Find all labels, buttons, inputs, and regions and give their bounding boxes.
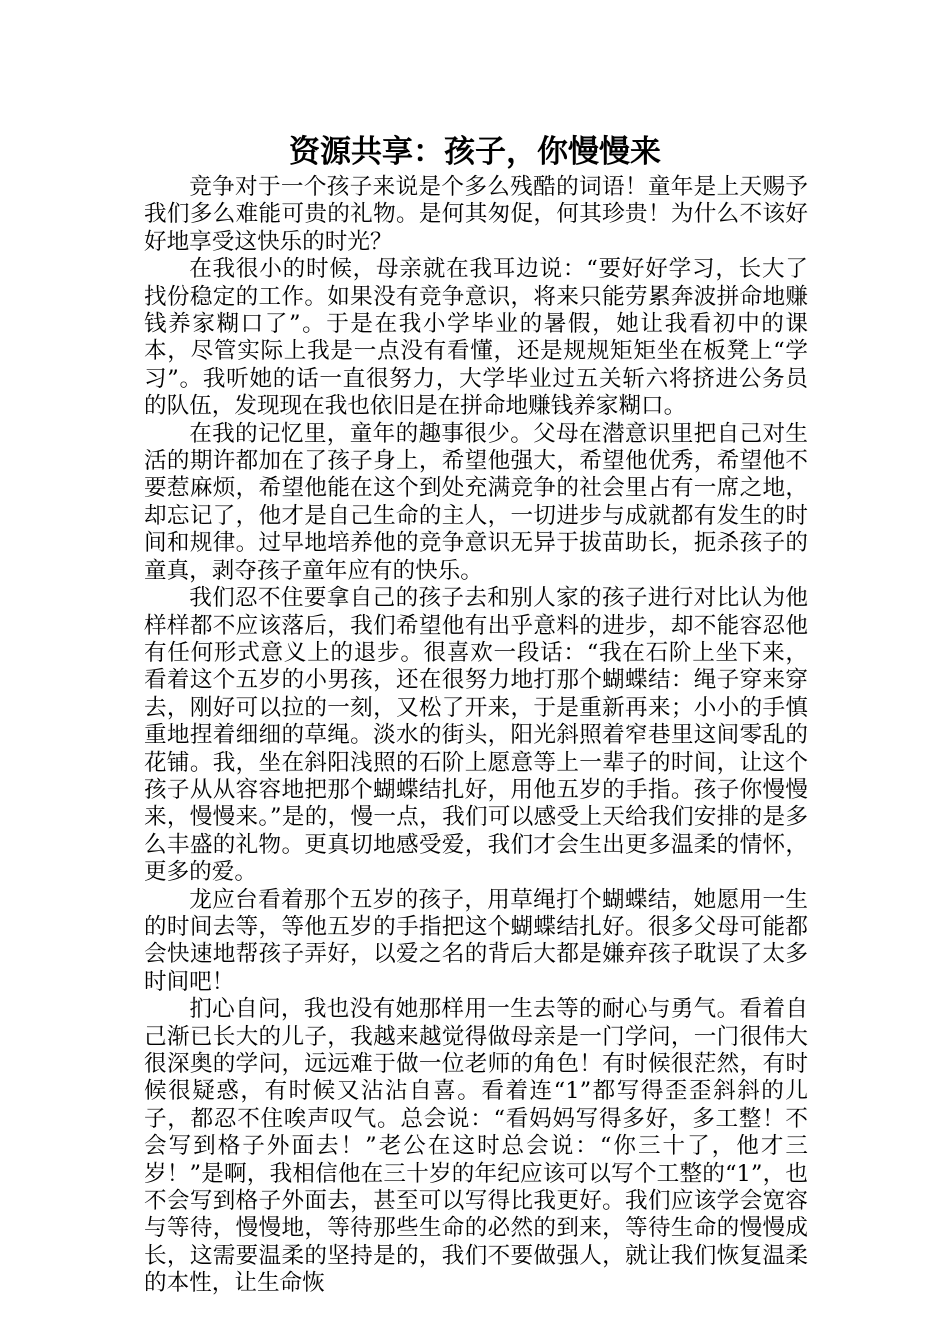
- paragraph-1: 竞争对于一个孩子来说是个多么残酷的词语！童年是上天赐予我们多么难能可贵的礼物。是何其匆促，何其珍贵！为什么不该好好地享受这快乐的时光？: [144, 174, 808, 255]
- document-body: [144, 174, 808, 1298]
- paragraph-3: 在我的记忆里，童年的趣事很少。父母在潜意识里把自己对生活的期许都加在了孩子身上，希望他强大，希望他优秀，希望他不要惹麻烦，希望他能在这个到处充满竞争的社会里占有一席之地，却忘记了，他才是自己生命的主人，一切进步与成就都有发生的时间和规律。过早地培养他的竞争意识无异于拔苗助长，扼杀孩子的童真，剥夺孩子童年应有的快乐。: [144, 420, 808, 584]
- document-title: 资源共享：孩子，你慢慢来: [289, 134, 661, 170]
- paragraph-5: 龙应台看着那个五岁的孩子，用草绳打个蝴蝶结，她愿用一生的时间去等，等他五岁的手指把这个蝴蝶结扎好。很多父母可能都会快速地帮孩子弄好，以爱之名的背后大都是嫌弃孩子耽误了太多时间吧！: [144, 886, 808, 995]
- paragraph-2: 在我很小的时候，母亲就在我耳边说：“要好好学习，长大了找份稳定的工作。如果没有竞争意识，将来只能劳累奔波拼命地赚钱养家糊口了”。于是在我小学毕业的暑假，她让我看初中的课本，尽管实际上我是一点没有看懂，还是规规矩矩坐在板凳上“学习”。我听她的话一直很努力，大学毕业过五关斩六将挤进公务员的队伍，发现现在我也依旧是在拼命地赚钱养家糊口。: [144, 256, 808, 420]
- paragraph-6: 扪心自问，我也没有她那样用一生去等的耐心与勇气。看着自己渐已长大的儿子，我越来越觉得做母亲是一门学问，一门很伟大很深奥的学问，远远难于做一位老师的角色！有时候很茫然，有时候很疑惑，有时候又沾沾自喜。看着连“1”都写得歪歪斜斜的儿子，都忍不住唉声叹气。总会说：“看妈妈写得多好，多工整！不会写到格子外面去！”老公在这时总会说：“你三十了，他才三岁！”是啊，我相信他在三十岁的年纪应该可以写个工整的“1”，也不会写到格子外面去，甚至可以写得比我更好。我们应该学会宽容与等待，慢慢地，等待那些生命的必然的到来，等待生命的慢慢成长，这需要温柔的坚持是的，我们不要做强人，就让我们恢复温柔的本性，让生命恢: [144, 996, 808, 1297]
- paragraph-4: 我们忍不住要拿自己的孩子去和别人家的孩子进行对比认为他样样都不应该落后，我们希望他有出乎意料的进步，却不能容忍他有任何形式意义上的退步。很喜欢一段话：“我在石阶上坐下来，看着这个五岁的小男孩，还在很努力地打那个蝴蝶结：绳子穿来穿去，刚好可以拉的一刻，又松了开来，于是重新再来；小小的手慎重地捏着细细的草绳。淡水的街头，阳光斜照着窄巷里这间零乱的花铺。我，坐在斜阳浅照的石阶上愿意等上一辈子的时间，让这个孩子从从容容地把那个蝴蝶结扎好，用他五岁的手指。孩子你慢慢来，慢慢来。”是的，慢一点，我们可以感受上天给我们安排的是多么丰盛的礼物。更真切地感受爱，我们才会生出更多温柔的情怀，更多的爱。: [144, 585, 808, 886]
